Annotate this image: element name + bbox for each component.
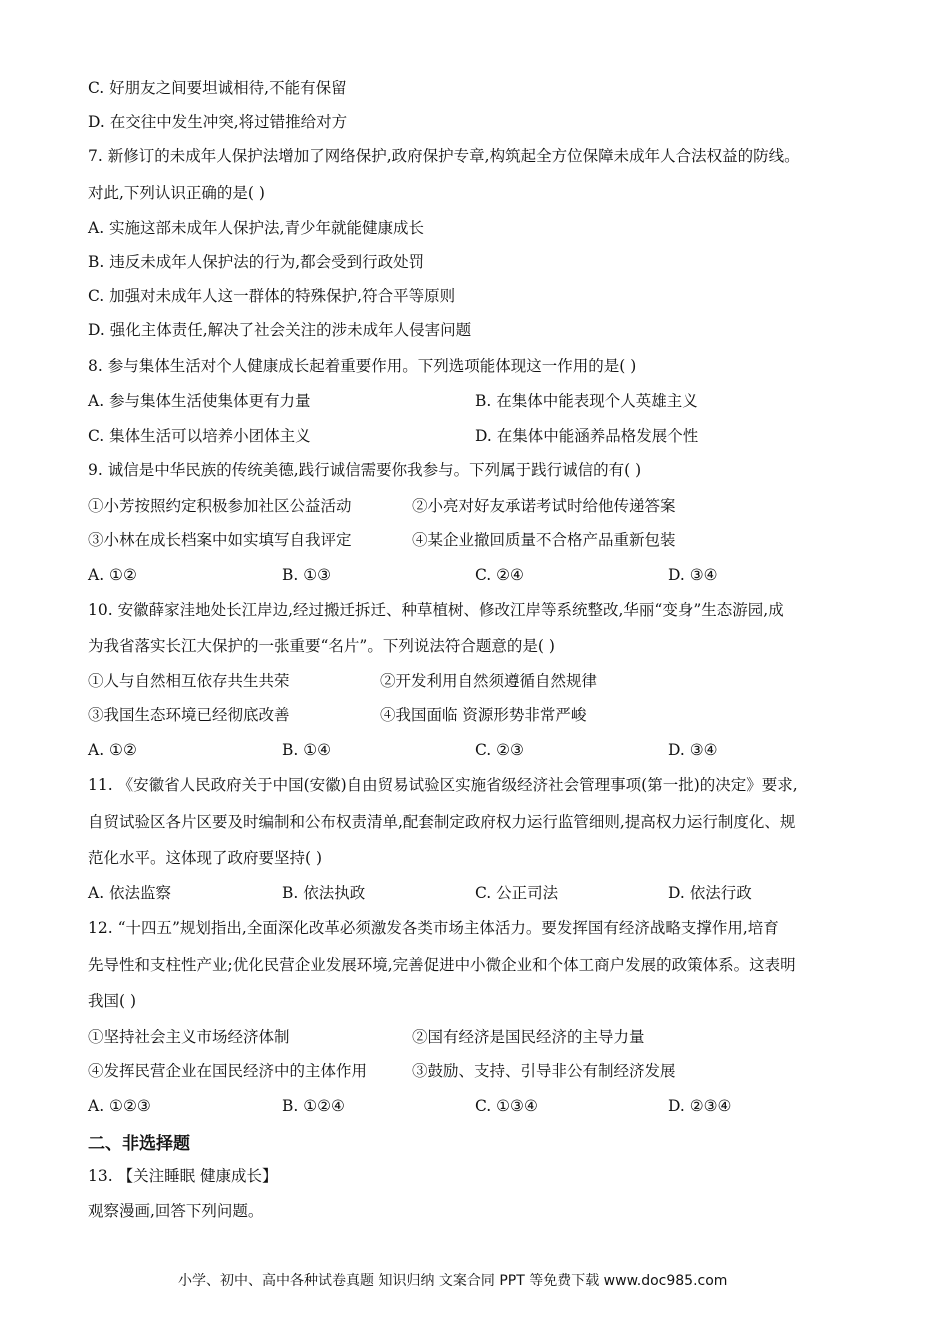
q12-option-c: C. ①③④ [475,1097,538,1115]
q12-statement-4: ④发挥民营企业在国民经济中的主体作用 [88,1062,368,1080]
q7-option-d: D. 强化主体责任,解决了社会关注的涉未成年人侵害问题 [88,321,472,339]
q7-option-b: B. 违反未成年人保护法的行为,都会受到行政处罚 [88,253,425,271]
q9-option-a: A. ①② [88,566,137,584]
q12-option-b: B. ①②④ [282,1097,345,1115]
q10-statement-3: ③我国生态环境已经彻底改善 [88,706,290,724]
q7-stem: 7. 新修订的未成年人保护法增加了网络保护,政府保护专章,构筑起全方位保障未成年人合法权益的防线。 [88,147,800,165]
q10-statement-1: ①人与自然相互依存共生共荣 [88,672,290,690]
q7-option-a: A. 实施这部未成年人保护法,青少年就能健康成长 [88,219,424,237]
q11-stem: 11. 《安徽省人民政府关于中国(安徽)自由贸易试验区实施省级经济社会管理事项(第一批)的决定》要求, [88,776,798,794]
q10-statement-2: ②开发利用自然须遵循自然规律 [380,672,598,690]
q7-option-c: C. 加强对未成年人这一群体的特殊保护,符合平等原则 [88,287,456,305]
q6-option-c: C. 好朋友之间要坦诚相待,不能有保留 [88,79,347,97]
q10-option-b: B. ①④ [282,741,332,759]
q11-stem-cont: 自贸试验区各片区要及时编制和公布权责清单,配套制定政府权力运行监管细则,提高权力运行制度化、规 [88,813,796,831]
q8-stem: 8. 参与集体生活对个人健康成长起着重要作用。下列选项能体现这一作用的是( ) [88,357,637,375]
q12-option-d: D. ②③④ [668,1097,732,1115]
q12-stem-cont: 先导性和支柱性产业;优化民营企业发展环境,完善促进中小微企业和个体工商户发展的政策体系。这表明 [88,956,796,974]
q12-statement-3: ③鼓励、支持、引导非公有制经济发展 [412,1062,676,1080]
q13-instruction: 观察漫画,回答下列问题。 [88,1202,264,1220]
q10-option-c: C. ②③ [475,741,524,759]
q11-option-c: C. 公正司法 [475,884,559,902]
q10-stem: 10. 安徽薛家洼地处长江岸边,经过搬迁拆迁、种草植树、修改江岸等系统整改,华丽“变身”生态游园,成 [88,601,784,619]
q6-option-d: D. 在交往中发生冲突,将过错推给对方 [88,113,348,131]
q11-option-a: A. 依法监察 [88,884,172,902]
q9-statement-3: ③小林在成长档案中如实填写自我评定 [88,531,352,549]
q10-option-d: D. ③④ [668,741,718,759]
q9-statement-1: ①小芳按照约定积极参加社区公益活动 [88,497,352,515]
q9-statement-4: ④某企业撤回质量不合格产品重新包装 [412,531,676,549]
q9-statement-2: ②小亮对好友承诺考试时给他传递答案 [412,497,676,515]
q12-statement-1: ①坚持社会主义市场经济体制 [88,1028,290,1046]
q9-stem: 9. 诚信是中华民族的传统美德,践行诚信需要你我参与。下列属于践行诚信的有( ) [88,461,642,479]
section-heading: 二、非选择题 [88,1134,190,1154]
q9-option-b: B. ①③ [282,566,332,584]
q8-option-a: A. 参与集体生活使集体更有力量 [88,392,311,410]
q9-option-c: C. ②④ [475,566,524,584]
q12-statement-2: ②国有经济是国民经济的主导力量 [412,1028,645,1046]
page-footer: 小学、初中、高中各种试卷真题 知识归纳 文案合同 PPT 等免费下载 www.doc985.com [178,1273,728,1289]
q8-option-c: C. 集体生活可以培养小团体主义 [88,427,311,445]
q7-stem-cont: 对此,下列认识正确的是( ) [88,184,265,202]
q12-stem: 12. “十四五”规划指出,全面深化改革必须激发各类市场主体活力。要发挥国有经济战略支撑作用,培育 [88,919,779,937]
q12-stem-end: 我国( ) [88,992,137,1010]
q11-option-d: D. 依法行政 [668,884,752,902]
q10-stem-cont: 为我省落实长江大保护的一张重要“名片”。下列说法符合题意的是( ) [88,637,555,655]
q13-title: 13. 【关注睡眠 健康成长】 [88,1167,278,1185]
q12-option-a: A. ①②③ [88,1097,151,1115]
q10-option-a: A. ①② [88,741,137,759]
q8-option-b: B. 在集体中能表现个人英雄主义 [475,392,698,410]
q9-option-d: D. ③④ [668,566,718,584]
q10-statement-4: ④我国面临 资源形势非常严峻 [380,706,587,724]
q11-stem-end: 范化水平。这体现了政府要坚持( ) [88,849,323,867]
q11-option-b: B. 依法执政 [282,884,366,902]
q8-option-d: D. 在集体中能涵养品格发展个性 [475,427,699,445]
